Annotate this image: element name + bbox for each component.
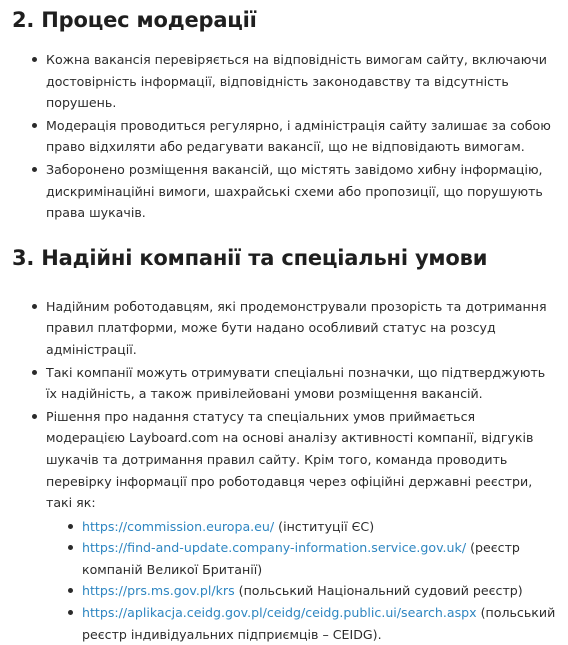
- bullet-icon: [32, 123, 37, 128]
- registry-link-pl-krs[interactable]: https://prs.ms.gov.pl/krs: [82, 583, 235, 599]
- section-heading-moderation: 2. Процес модерації: [12, 8, 257, 32]
- registry-note: (польський реєстр індивідуальних підприємців – CEIDG).: [82, 605, 556, 642]
- registry-item: [46, 580, 558, 602]
- list-item: [12, 296, 558, 361]
- trusted-companies-section: [12, 244, 558, 645]
- registry-link-uk-companies[interactable]: https://find-and-update.company-information.service.gov.uk/: [82, 540, 467, 556]
- list-item: [12, 362, 558, 405]
- bullet-icon: [32, 167, 37, 172]
- list-item-text: Такі компанії можуть отримувати спеціальні позначки, що підтверджують їх надійність, а також привілейовані умови розміщення вакансій.: [46, 364, 546, 402]
- section-heading-trusted-companies: 3. Надійні компанії та спеціальні умови: [12, 245, 488, 270]
- list-item: [12, 159, 558, 224]
- registry-item: [46, 602, 558, 645]
- list-item-text: Рішення про надання статусу та спеціальних умов приймається модерацією Layboard.com на основі аналізу активності компанії, відгуків шукачів та дотримання правил сайту. Крім того, команда проводить перевірку інформації про роботодавця через офіційні державні реєстри, такі як:: [46, 408, 534, 511]
- bullet-icon: [32, 414, 37, 419]
- list-item: [12, 49, 558, 114]
- bullet-icon: [68, 545, 73, 550]
- bullet-icon: [32, 57, 37, 62]
- registry-note: (інституції ЄС): [274, 518, 375, 534]
- list-item-text: Кожна вакансія перевіряється на відповідність вимогам сайту, включаючи достовірність інформації, відповідність законодавству та відсутність порушень.: [46, 52, 547, 111]
- moderation-section: [12, 6, 558, 224]
- registry-link-eu-commission[interactable]: https://commission.europa.eu/: [82, 518, 275, 534]
- registry-link-pl-ceidg[interactable]: https://aplikacja.ceidg.gov.pl/ceidg/ceidg.public.ui/search.aspx: [82, 605, 477, 621]
- bullet-icon: [32, 304, 37, 309]
- registry-item: [46, 516, 558, 538]
- list-item: [12, 115, 558, 158]
- bullet-icon: [68, 610, 73, 615]
- list-item: [12, 406, 558, 645]
- bullet-icon: [68, 524, 73, 529]
- list-item-text: Надійним роботодавцям, які продемонстрували прозорість та дотримання правил платформи, може бути надано особливий статус на розсуд адміністрації.: [46, 298, 547, 357]
- bullet-icon: [68, 588, 73, 593]
- list-item-text: Модерація проводиться регулярно, і адміністрація сайту залишає за собою право відхиляти або редагувати вакансії, що не відповідають вимогам.: [46, 117, 551, 155]
- list-item-text: Заборонено розміщення вакансій, що містять завідомо хибну інформацію, дискримінаційні вимоги, шахрайські схеми або пропозиції, що порушують права шукачів.: [46, 161, 543, 221]
- registry-note: (польський Національний судовий реєстр): [234, 583, 523, 599]
- registry-note: (реєстр компаній Великої Британії): [82, 540, 520, 577]
- trusted-companies-list: [12, 296, 558, 645]
- registry-list: [46, 516, 558, 645]
- registry-item: [46, 537, 558, 580]
- moderation-list: [12, 49, 558, 224]
- bullet-icon: [32, 370, 37, 375]
